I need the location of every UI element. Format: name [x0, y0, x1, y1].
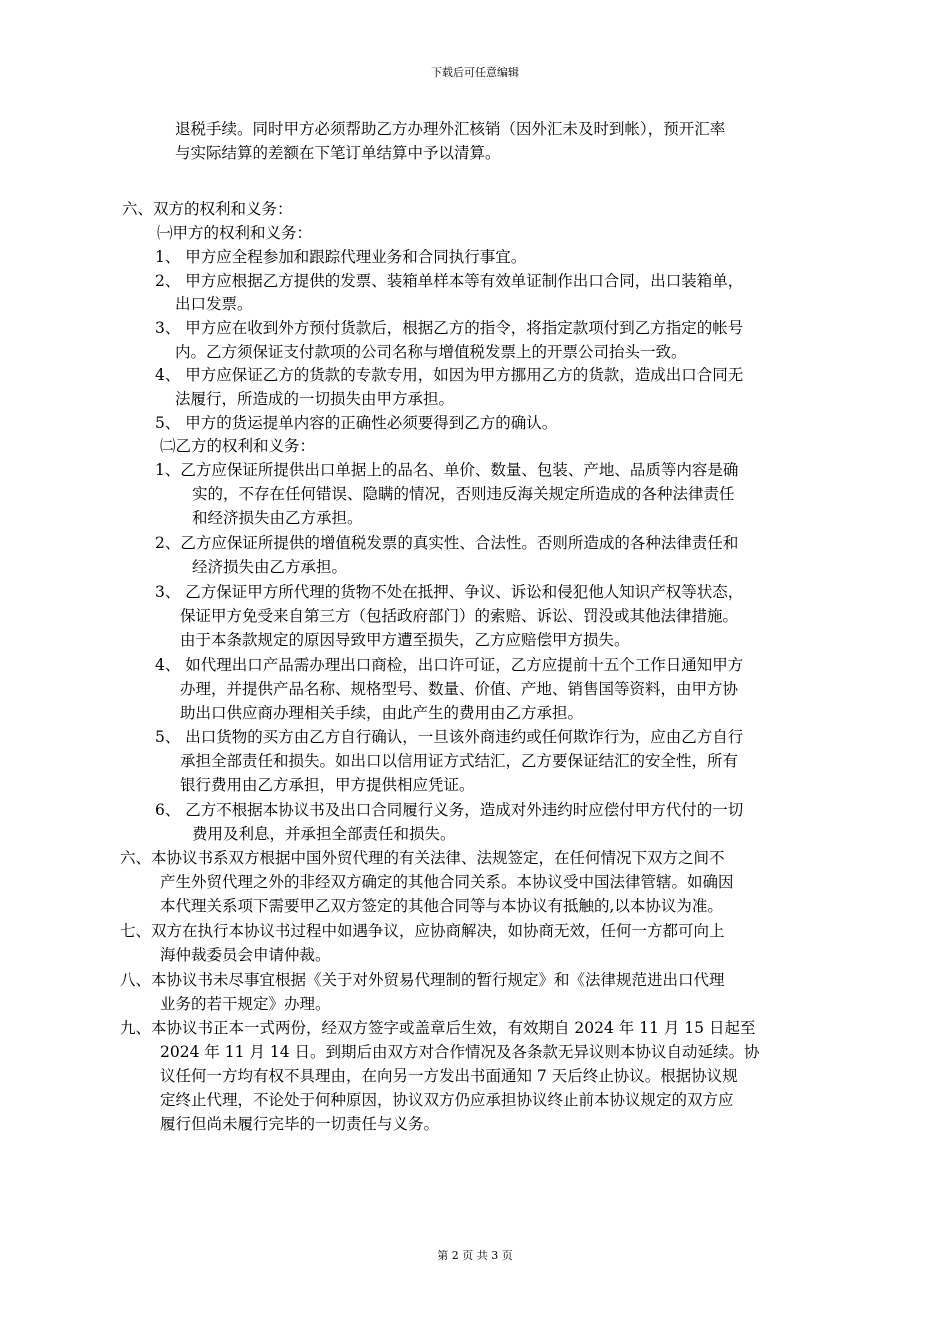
clause-line: 产生外贸代理之外的非经双方确定的其他合同关系。本协议受中国法律管辖。如确因 [160, 873, 734, 891]
party-b-item: 6、 乙方不根据本协议书及出口合同履行义务，造成对外违约时应偿付甲方代付的一切 [155, 801, 744, 819]
clause-line: 2024 年 11 月 14 日。到期后由双方对合作情况及各条款无异议则本协议自动延续。协 [160, 1043, 760, 1061]
party-b-item-continuation: 费用及利息，并承担全部责任和损失。 [192, 825, 456, 843]
party-b-item: 5、 出口货物的买方由乙方自行确认，一旦该外商违约或任何欺诈行为，应由乙方自行 [155, 728, 744, 746]
party-a-item-continuation: 出口发票。 [175, 295, 253, 313]
party-a-item: 2、 甲方应根据乙方提供的发票、装箱单样本等有效单证制作出口合同，出口装箱单， [155, 272, 744, 290]
clause-line: 八、本协议书未尽事宜根据《关于对外贸易代理制的暂行规定》和《法律规范进出口代理 [120, 971, 725, 989]
clause-line: 业务的若干规定》办理。 [160, 995, 331, 1013]
party-a-heading: ㈠甲方的权利和义务： [157, 224, 313, 242]
clause-line: 履行但尚未履行完毕的一切责任与义务。 [160, 1115, 440, 1133]
page-footer: 第 2 页 共 3 页 [437, 1249, 513, 1262]
carryover-line: 与实际结算的差额在下笔订单结算中予以清算。 [175, 144, 501, 162]
party-b-item: 1、乙方应保证所提供出口单据上的品名、单价、数量、包装、产地、品质等内容是确 [155, 461, 739, 479]
clause-line: 定终止代理，不论处于何种原因，协议双方仍应承担协议终止前本协议规定的双方应 [160, 1091, 734, 1109]
party-b-heading: ㈡乙方的权利和义务： [160, 437, 316, 455]
party-a-item: 3、 甲方应在收到外方预付货款后，根据乙方的指令，将指定款项付到乙方指定的帐号 [155, 319, 744, 337]
party-b-item: 4、 如代理出口产品需办理出口商检，出口许可证，乙方应提前十五个工作日通知甲方 [155, 656, 744, 674]
clause-line: 六、本协议书系双方根据中国外贸代理的有关法律、法规签定，在任何情况下双方之间不 [120, 849, 725, 867]
party-b-item-continuation: 实的，不存在任何错误、隐瞒的情况，否则违反海关规定所造成的各种法律责任 [192, 485, 735, 503]
party-b-item-continuation: 助出口供应商办理相关手续，由此产生的费用由乙方承担。 [180, 704, 584, 722]
party-a-item: 5、 甲方的货运提单内容的正确性必须要得到乙方的确认。 [155, 414, 558, 432]
party-b-item-continuation: 经济损失由乙方承担。 [192, 558, 348, 576]
clause-line: 议任何一方均有权不具理由，在向另一方发出书面通知 7 天后终止协议。根据协议规 [160, 1067, 738, 1085]
party-b-item-continuation: 银行费用由乙方承担，甲方提供相应凭证。 [180, 776, 475, 794]
clause-line: 九、本协议书正本一式两份，经双方签字或盖章后生效，有效期自 2024 年 11 月 15 日起至 [120, 1019, 756, 1037]
party-b-item-continuation: 办理，并提供产品名称、规格型号、数量、价值、产地、销售国等资料，由甲方协 [180, 680, 739, 698]
party-a-item-continuation: 内。乙方须保证支付款项的公司名称与增值税发票上的开票公司抬头一致。 [175, 343, 687, 361]
clause-line: 海仲裁委员会申请仲裁。 [160, 946, 331, 964]
party-b-item: 2、乙方应保证所提供的增值税发票的真实性、合法性。否则所造成的各种法律责任和 [155, 534, 739, 552]
clause-line: 七、双方在执行本协议书过程中如遇争议，应协商解决，如协商无效，任何一方都可向上 [120, 922, 725, 940]
party-a-item: 1、 甲方应全程参加和跟踪代理业务和合同执行事宜。 [155, 248, 527, 266]
clause-line: 本代理关系项下需要甲乙双方签定的其他合同等与本协议有抵触的,以本协议为准。 [160, 897, 723, 915]
party-a-item-continuation: 法履行，所造成的一切损失由甲方承担。 [175, 390, 455, 408]
carryover-line: 退税手续。同时甲方必须帮助乙方办理外汇核销（因外汇未及时到帐），预开汇率 [175, 120, 726, 138]
party-b-item-continuation: 承担全部责任和损失。如出口以信用证方式结汇，乙方要保证结汇的安全性，所有 [180, 752, 739, 770]
party-a-item: 4、 甲方应保证乙方的货款的专款专用，如因为甲方挪用乙方的货款，造成出口合同无 [155, 366, 744, 384]
page-header: 下载后可任意编辑 [431, 66, 519, 79]
party-b-item-continuation: 保证甲方免受来自第三方（包括政府部门）的索赔、诉讼、罚没或其他法律措施。 [180, 607, 739, 625]
party-b-item-continuation: 和经济损失由乙方承担。 [192, 509, 363, 527]
party-b-item: 3、 乙方保证甲方所代理的货物不处在抵押、争议、诉讼和侵犯他人知识产权等状态， [155, 583, 744, 601]
section-heading: 六、双方的权利和义务： [122, 200, 293, 218]
party-b-item-continuation: 由于本条款规定的原因导致甲方遭至损失，乙方应赔偿甲方损失。 [180, 631, 630, 649]
